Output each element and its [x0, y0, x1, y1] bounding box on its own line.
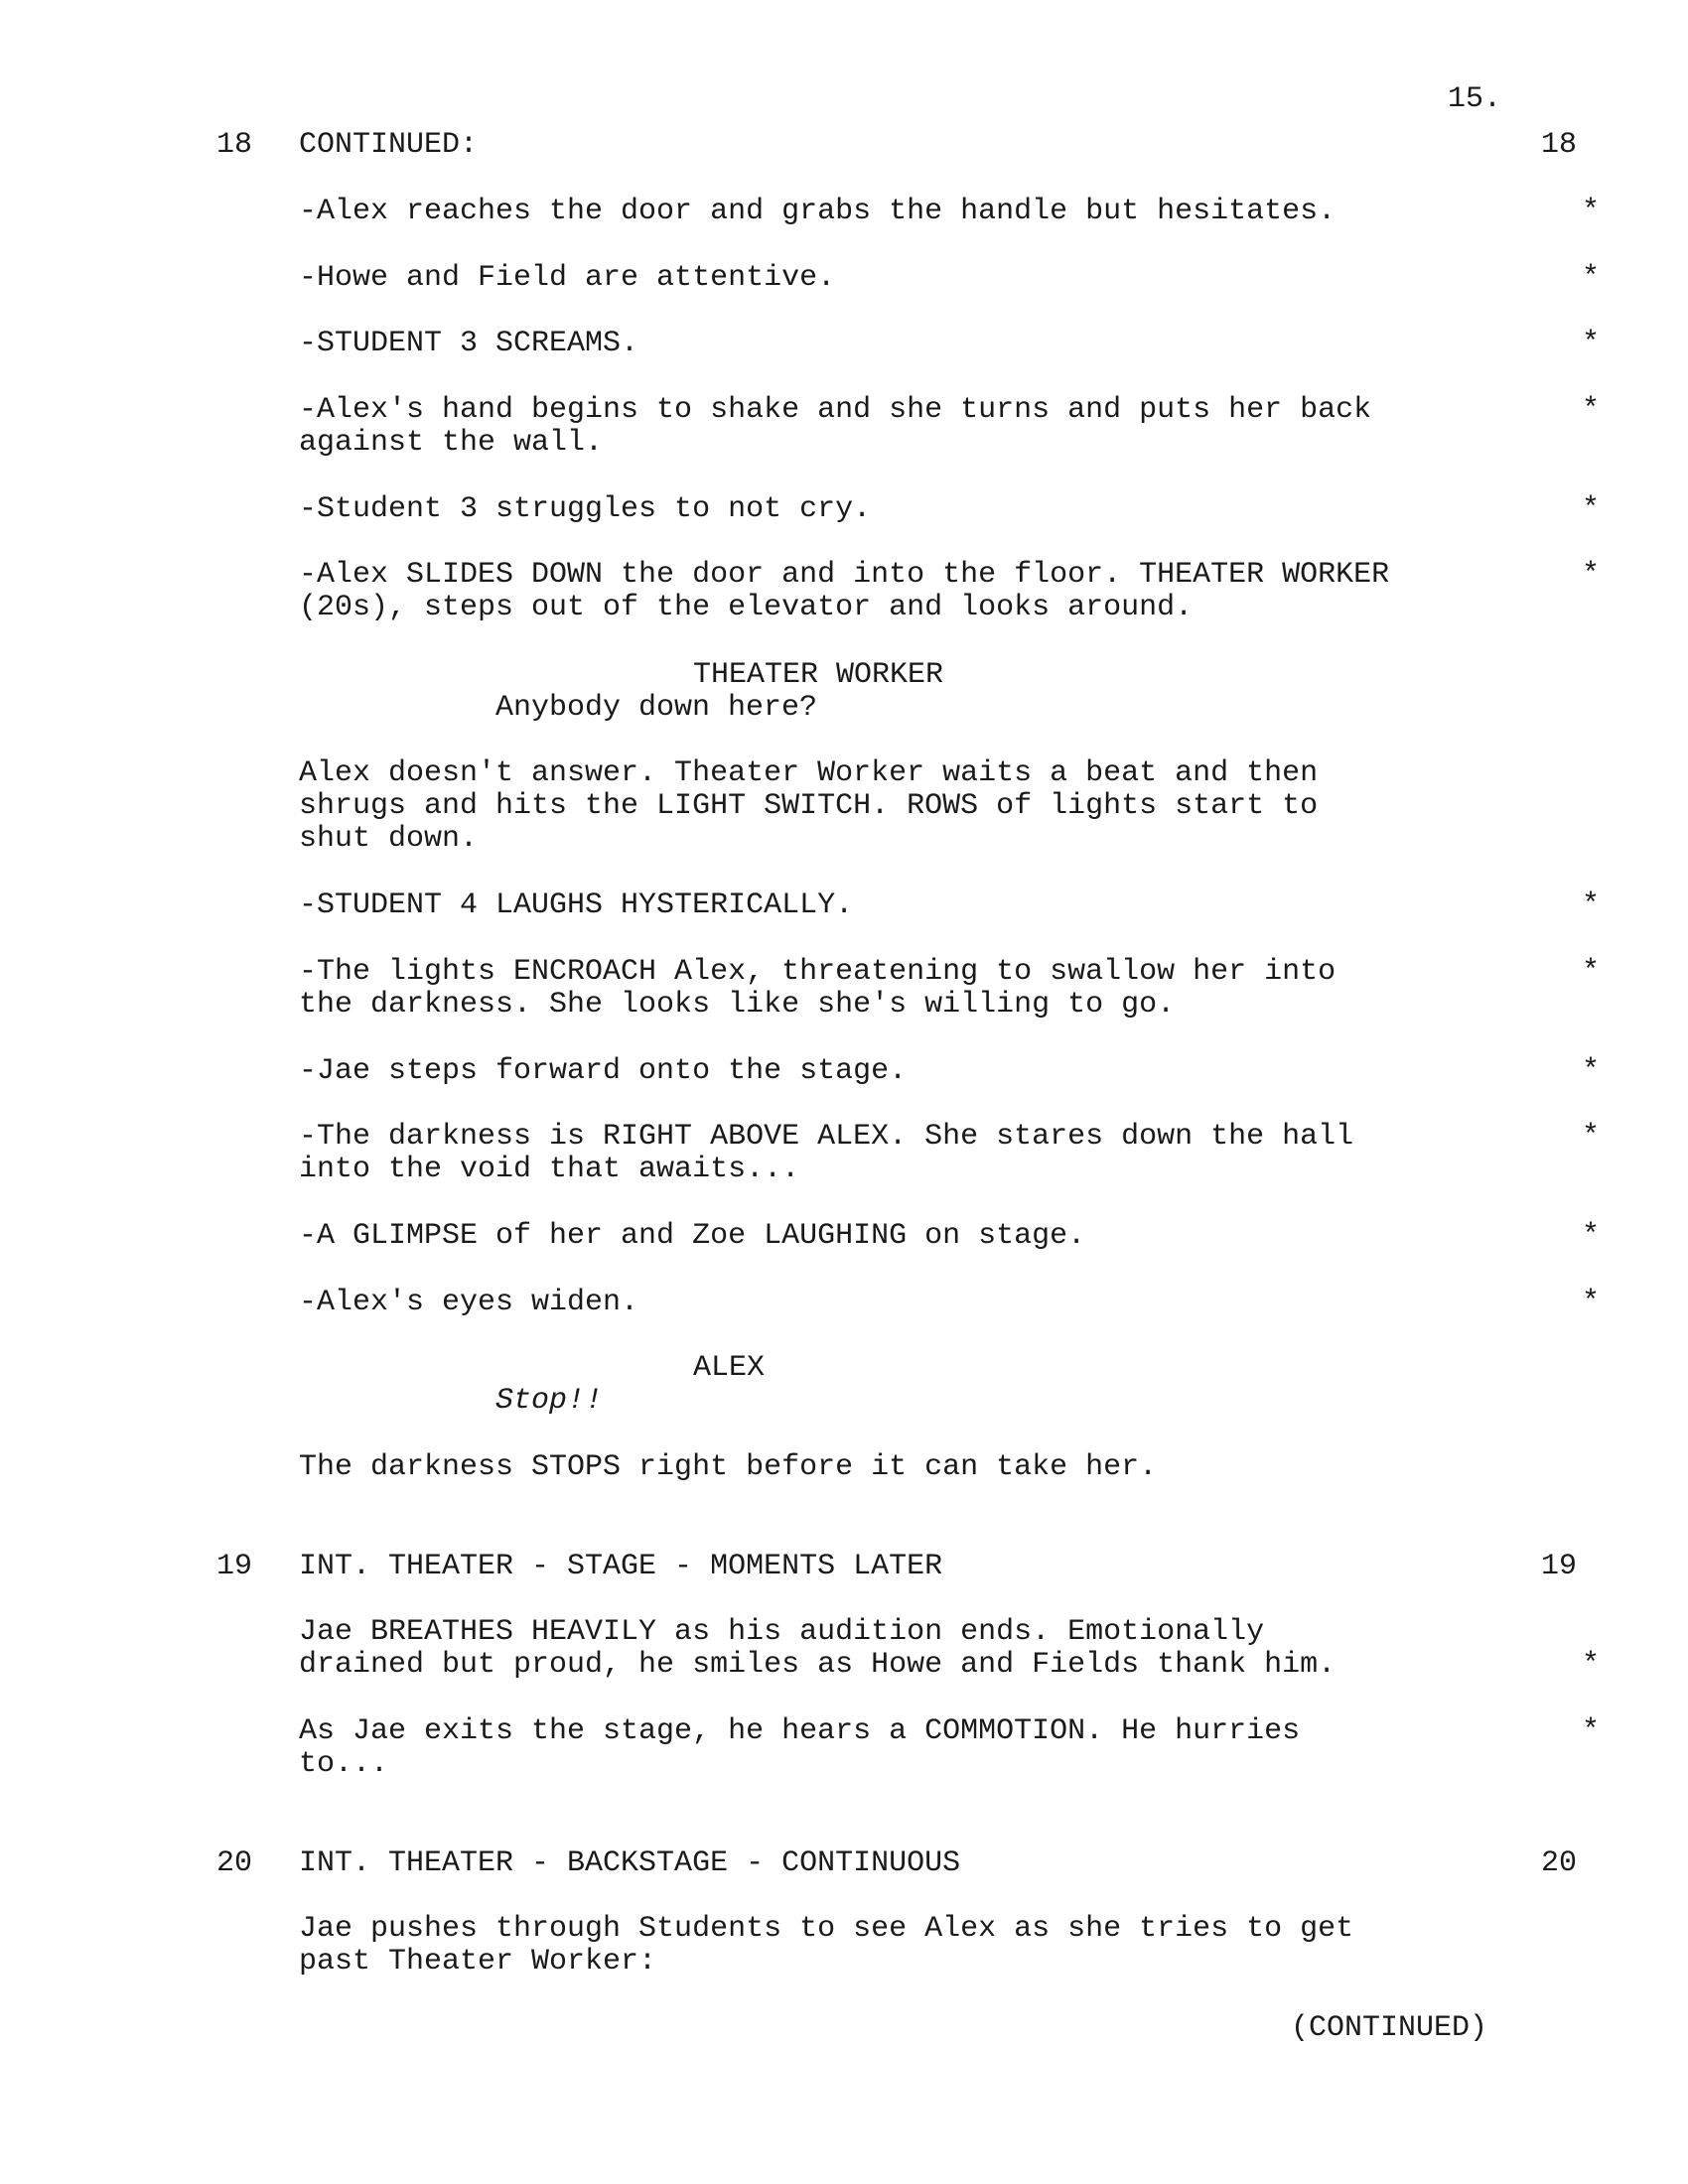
revision-mark: * — [1582, 492, 1601, 526]
revision-mark: * — [1582, 261, 1601, 295]
revision-mark: * — [1582, 1120, 1601, 1154]
action-paragraph: Jae pushes through Students to see Alex as she tries to get past Theater Worker: — [299, 1912, 1354, 1979]
action-line: -Alex SLIDES DOWN the door and into the floor. THEATER WORKER (20s), steps out of the elevator and looks around. — [299, 558, 1390, 624]
revision-mark: * — [1582, 955, 1601, 989]
action-line: -The lights ENCROACH Alex, threatening to swallow her into the darkness. She looks like she's willing to go. — [299, 955, 1336, 1022]
revision-mark: * — [1582, 558, 1601, 592]
action-line: -STUDENT 3 SCREAMS. — [299, 327, 639, 360]
revision-mark: * — [1582, 1286, 1601, 1319]
action-paragraph: The darkness STOPS right before it can take her. — [299, 1450, 1158, 1484]
action-line: -The darkness is RIGHT ABOVE ALEX. She stares down the hall into the void that awaits... — [299, 1120, 1354, 1186]
action-line: -Alex's hand begins to shake and she turns and puts her back against the wall. — [299, 393, 1372, 460]
dialogue-line: Stop!! — [495, 1384, 604, 1418]
scene-continued-label: CONTINUED: — [299, 128, 479, 162]
revision-mark: * — [1582, 195, 1601, 228]
action-line: -Alex reaches the door and grabs the handle but hesitates. — [299, 195, 1336, 228]
action-paragraph: Alex doesn't answer. Theater Worker waits a beat and then shrugs and hits the LIGHT SWITCH. ROWS of lights start to shut down. — [299, 756, 1319, 856]
action-line: -Jae steps forward onto the stage. — [299, 1054, 908, 1088]
revision-mark: * — [1582, 327, 1601, 360]
scene-number-left: 20 — [216, 1846, 253, 1880]
revision-mark: * — [1582, 1054, 1601, 1088]
revision-mark: * — [1582, 888, 1601, 922]
action-line: -STUDENT 4 LAUGHS HYSTERICALLY. — [299, 888, 854, 922]
scene-number-left: 18 — [216, 128, 253, 162]
action-line: -Student 3 struggles to not cry. — [299, 492, 872, 526]
scene-number-right: 19 — [1541, 1550, 1578, 1583]
revision-mark: * — [1582, 393, 1601, 427]
action-paragraph: As Jae exits the stage, he hears a COMMOTION. He hurries to... — [299, 1714, 1301, 1781]
scene-heading: INT. THEATER - STAGE - MOMENTS LATER — [299, 1550, 943, 1583]
continued-footer: (CONTINUED) — [1291, 2011, 1488, 2045]
character-cue: THEATER WORKER — [693, 658, 944, 692]
action-line: -A GLIMPSE of her and Zoe LAUGHING on stage. — [299, 1219, 1086, 1253]
revision-mark: * — [1582, 1648, 1601, 1682]
action-line: -Howe and Field are attentive. — [299, 261, 836, 295]
scene-number-right: 18 — [1541, 128, 1578, 162]
action-line: -Alex's eyes widen. — [299, 1286, 639, 1319]
page-number: 15. — [1448, 82, 1502, 116]
dialogue-line: Anybody down here? — [495, 691, 818, 725]
scene-number-left: 19 — [216, 1550, 253, 1583]
character-cue: ALEX — [693, 1351, 766, 1385]
scene-number-right: 20 — [1541, 1846, 1578, 1880]
scene-heading: INT. THEATER - BACKSTAGE - CONTINUOUS — [299, 1846, 961, 1880]
revision-mark: * — [1582, 1219, 1601, 1253]
revision-mark: * — [1582, 1714, 1601, 1748]
action-paragraph: Jae BREATHES HEAVILY as his audition ends. Emotionally drained but proud, he smiles as Howe and Fields thank him. — [299, 1615, 1336, 1682]
